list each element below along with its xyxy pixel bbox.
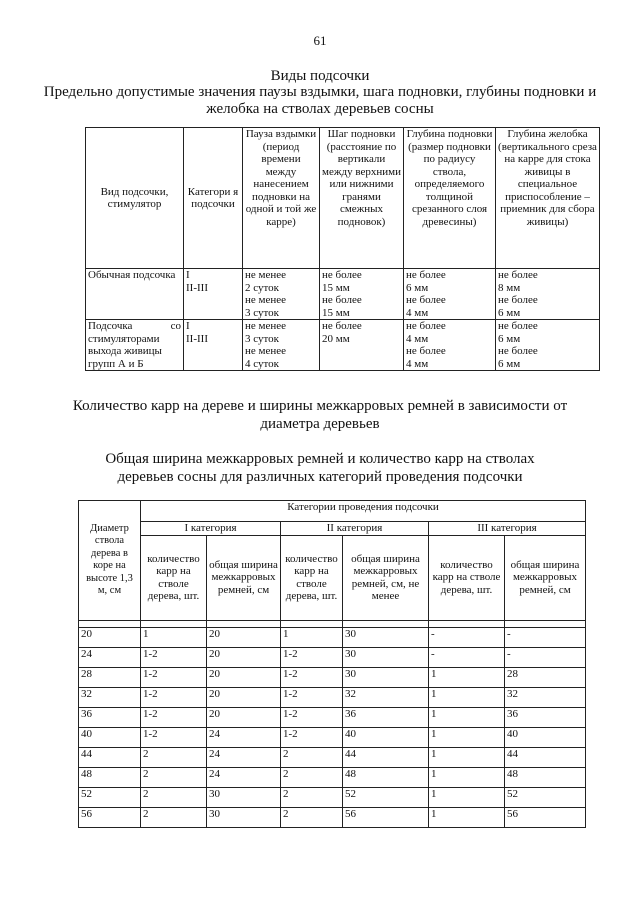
table-cell: 40 — [343, 727, 429, 747]
cell-line: 6 мм — [498, 306, 521, 319]
table-cell: 44 — [79, 747, 141, 767]
spacer-cell — [207, 620, 281, 627]
cell-line: не более — [322, 320, 362, 332]
table-cell: 1 — [429, 687, 505, 707]
table-cell: 1 — [281, 627, 343, 647]
table-cell: 1 — [429, 747, 505, 767]
cell-line: 4 мм — [406, 332, 429, 345]
cell-line: II-III — [186, 281, 208, 294]
cell-line: II-III — [186, 332, 208, 345]
cell-line: 4 суток — [245, 357, 279, 370]
section-title: Количество карр на дереве и ширины межкарровых ремней в зависимости от диаметра деревьев — [72, 398, 568, 432]
table-cell: 1-2 — [141, 647, 207, 667]
table-row — [79, 767, 586, 787]
table-cell: 30 — [207, 807, 281, 827]
table-row — [86, 320, 600, 371]
table-cell: 1 — [429, 727, 505, 747]
table-cell: 20 — [207, 647, 281, 667]
table-cell: 48 — [79, 767, 141, 787]
cell-line: не менее — [245, 269, 287, 281]
table-cell: 28 — [505, 667, 586, 687]
table-row — [79, 787, 586, 807]
table-cell: 2 — [141, 767, 207, 787]
table-cell: - — [429, 647, 505, 667]
header-category-2: II категория — [281, 522, 429, 536]
table-row — [79, 687, 586, 707]
cell-line: I — [186, 320, 190, 332]
cell-line: 6 мм — [406, 281, 429, 294]
table-cell: 1-2 — [281, 727, 343, 747]
cell-line: не менее — [245, 294, 287, 306]
cell-line: 3 суток — [245, 306, 279, 319]
header-count: количество карр на стволе дерева, шт. — [281, 535, 343, 620]
table-cell: 1 — [429, 707, 505, 727]
table-cell: 1-2 — [281, 687, 343, 707]
cell-line: 2 суток — [245, 281, 279, 294]
table-cell: 24 — [207, 767, 281, 787]
header-step: Шаг подновки (расстояние по вертикали между верхними или нижними гранями смежных подновок) — [320, 128, 404, 269]
table-cell: 20 — [207, 707, 281, 727]
table-cell: 24 — [207, 747, 281, 767]
cell-groove — [496, 320, 600, 371]
tapping-limits-table — [85, 127, 600, 371]
spacer-cell — [343, 620, 429, 627]
table-row — [79, 727, 586, 747]
table-cell: - — [505, 627, 586, 647]
header-category: Категори я подсочки — [184, 128, 243, 269]
table-cell: 2 — [141, 787, 207, 807]
spacer-cell — [505, 620, 586, 627]
cell-line: 3 суток — [245, 332, 279, 345]
cell-pause — [243, 320, 320, 371]
table-cell: 1 — [429, 787, 505, 807]
header-count: количество карр на стволе дерева, шт. — [141, 535, 207, 620]
cell-line — [88, 320, 181, 333]
table-cell: 1-2 — [281, 707, 343, 727]
cell-line: 4 мм — [406, 357, 429, 370]
cell-line: 8 мм — [498, 281, 521, 294]
cell-line: не более — [498, 320, 538, 332]
cell-line: не более — [406, 345, 446, 357]
header-category-1: I категория — [141, 522, 281, 536]
header-categories-group: Категории проведения подсочки — [141, 501, 586, 522]
table-cell: 48 — [505, 767, 586, 787]
cell-type: Обычная подсочка — [86, 269, 184, 320]
table-cell: 20 — [207, 667, 281, 687]
spacer-cell — [141, 620, 207, 627]
table-cell: 40 — [79, 727, 141, 747]
table-cell: 2 — [281, 787, 343, 807]
cell-line: не более — [498, 345, 538, 357]
cell-line: не более — [406, 294, 446, 306]
table-cell: 1-2 — [141, 687, 207, 707]
table-row — [79, 807, 586, 827]
table-row — [79, 707, 586, 727]
table-cell: 1-2 — [141, 667, 207, 687]
table-cell: 32 — [505, 687, 586, 707]
table-cell: 56 — [343, 807, 429, 827]
table-cell: 24 — [207, 727, 281, 747]
table-cell: 36 — [505, 707, 586, 727]
table-row — [79, 647, 586, 667]
header-category-3: III категория — [429, 522, 586, 536]
cell-line — [88, 333, 181, 346]
table-cell: 1-2 — [281, 647, 343, 667]
cell-line: 4 мм — [406, 306, 429, 319]
table-cell: 1-2 — [141, 707, 207, 727]
table-cell: 44 — [505, 747, 586, 767]
table-cell: 56 — [79, 807, 141, 827]
cell-line: стимуляторами — [88, 332, 160, 345]
cell-depth — [404, 269, 496, 320]
cell-line: 6 мм — [498, 332, 521, 345]
cell-category — [184, 320, 243, 371]
cell-line: выхода живицы — [88, 345, 162, 357]
header-groove: Глубина желобка (вертикального среза на карре для стока живицы в специальное приспособление –приемник для сбора живицы) — [496, 128, 600, 269]
header-count: количество карр на стволе дерева, шт. — [429, 535, 505, 620]
header-width: общая ширина межкарровых ремней, см — [505, 535, 586, 620]
table-cell: 44 — [343, 747, 429, 767]
header-pause: Пауза вздымки (период времени между нанесением подновки на одной и той же карре) — [243, 128, 320, 269]
header-diameter: Диаметр ствола дерева в коре на высоте 1,3 м, см — [79, 501, 141, 621]
table-cell: - — [429, 627, 505, 647]
cell-line: I — [186, 269, 190, 281]
table-cell: 32 — [343, 687, 429, 707]
cell-line: не более — [406, 269, 446, 281]
carr-count-table — [78, 500, 586, 828]
table-cell: 52 — [343, 787, 429, 807]
table-row — [79, 627, 586, 647]
table-row — [79, 747, 586, 767]
spacer-cell — [429, 620, 505, 627]
header-width: общая ширина межкарровых ремней, см — [207, 535, 281, 620]
header-type: Вид подсочки, стимулятор — [86, 128, 184, 269]
header-width-min: общая ширина межкарровых ремней, см, не менее — [343, 535, 429, 620]
table-cell: 52 — [79, 787, 141, 807]
cell-depth — [404, 320, 496, 371]
cell-line: не менее — [245, 345, 287, 357]
cell-line: 6 мм — [498, 357, 521, 370]
cell-line: 15 мм — [322, 281, 350, 294]
page-heading: Виды подсочки — [270, 68, 370, 84]
table-cell: 30 — [343, 667, 429, 687]
table-cell: 20 — [79, 627, 141, 647]
table-cell: 30 — [343, 647, 429, 667]
cell-line: не менее — [245, 320, 287, 332]
spacer-cell — [79, 620, 141, 627]
table-cell: 2 — [281, 807, 343, 827]
section-subtitle: Общая ширина межкарровых ремней и количество карр на стволах деревьев сосны для различных категорий проведения подсочки — [105, 451, 535, 485]
table-cell: 20 — [207, 627, 281, 647]
table-row — [86, 269, 600, 320]
cell-line: групп А и Б — [88, 357, 144, 370]
table-cell: 48 — [343, 767, 429, 787]
page-number: 61 — [313, 33, 327, 48]
table-row — [79, 667, 586, 687]
table-cell: 2 — [281, 747, 343, 767]
table-cell: 32 — [79, 687, 141, 707]
cell-line: не более — [406, 320, 446, 332]
cell-step — [320, 320, 404, 371]
page-subheading: Предельно допустимые значения паузы вздымки, шага подновки, глубины подновки и желобка на стволах деревьев сосны — [43, 84, 597, 117]
cell-step — [320, 269, 404, 320]
table-cell: 20 — [207, 687, 281, 707]
table-cell: 28 — [79, 667, 141, 687]
table-header-row — [86, 128, 600, 269]
table-cell: 1 — [141, 627, 207, 647]
table-cell: 1 — [429, 667, 505, 687]
table-cell: 30 — [343, 627, 429, 647]
header-depth: Глубина подновки (размер подновки по радиусу ствола, определяемого толщиной срезанного слоя древесины) — [404, 128, 496, 269]
cell-line: не более — [498, 269, 538, 281]
table-cell: 52 — [505, 787, 586, 807]
table-cell: 1 — [429, 767, 505, 787]
table-cell: 2 — [141, 747, 207, 767]
cell-line: Подсочка — [88, 320, 133, 332]
table-cell: 2 — [141, 807, 207, 827]
table-cell: 24 — [79, 647, 141, 667]
table-cell: 30 — [207, 787, 281, 807]
cell-line: не более — [498, 294, 538, 306]
cell-type — [86, 320, 184, 371]
cell-category — [184, 269, 243, 320]
table-cell: 40 — [505, 727, 586, 747]
cell-line: 20 мм — [322, 332, 350, 345]
cell-groove — [496, 269, 600, 320]
cell-line: не более — [322, 294, 362, 306]
table-cell: 1 — [429, 807, 505, 827]
table-cell: 36 — [343, 707, 429, 727]
table-cell: 2 — [281, 767, 343, 787]
table-cell: 1-2 — [141, 727, 207, 747]
table-cell: - — [505, 647, 586, 667]
table-cell: 1-2 — [281, 667, 343, 687]
cell-pause — [243, 269, 320, 320]
table-cell: 36 — [79, 707, 141, 727]
cell-line: со — [170, 320, 181, 332]
spacer-cell — [281, 620, 343, 627]
cell-line: не более — [322, 269, 362, 281]
table-cell: 56 — [505, 807, 586, 827]
cell-line: 15 мм — [322, 306, 350, 319]
